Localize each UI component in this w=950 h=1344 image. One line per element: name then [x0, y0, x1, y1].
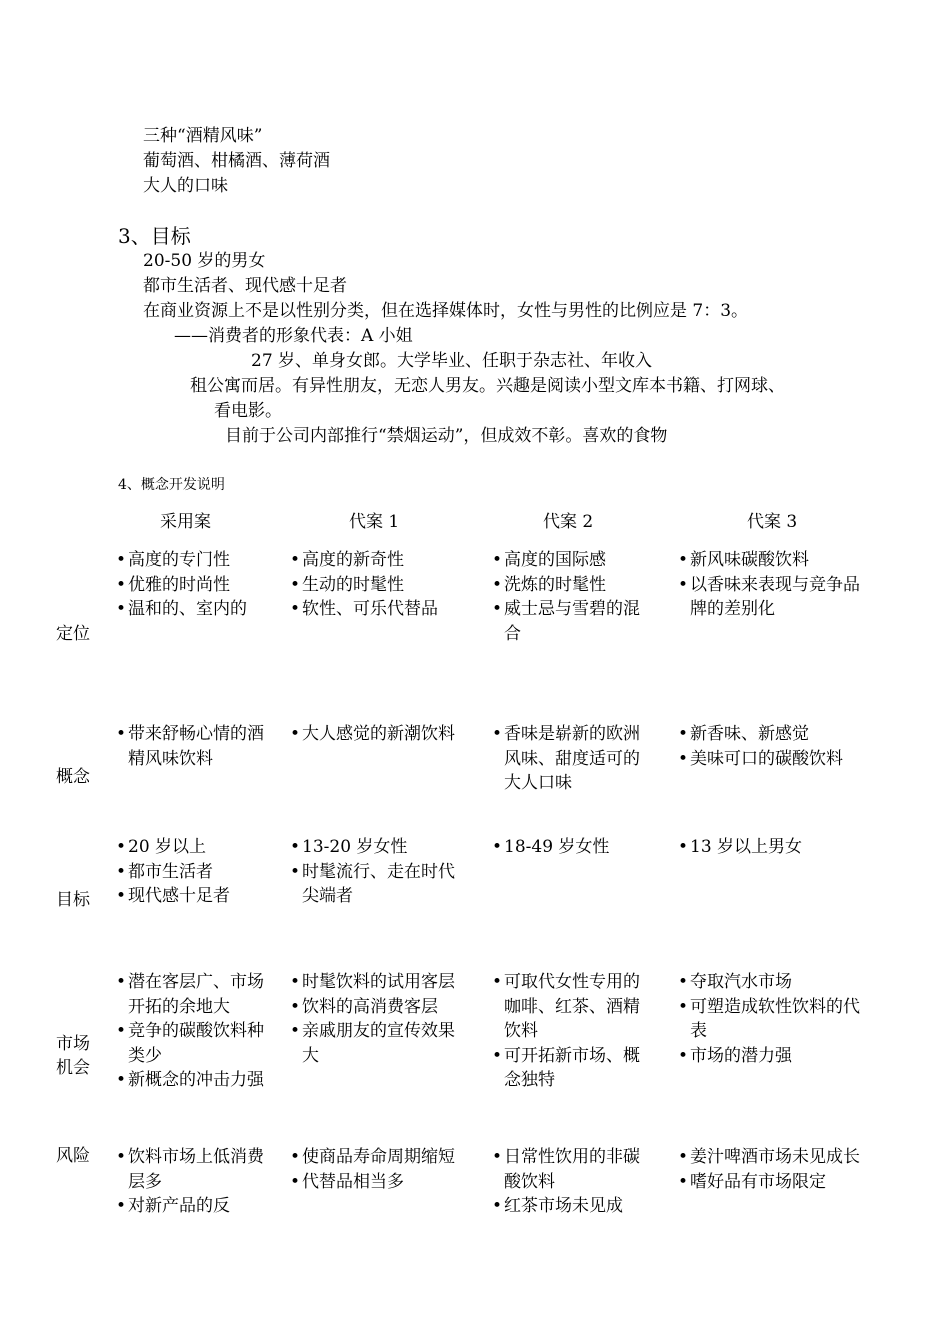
table-cell-market-1 — [288, 970, 464, 1068]
bullet-icon: • — [677, 574, 689, 595]
list-item — [676, 747, 860, 772]
list-item — [114, 722, 270, 771]
table-cell-market-0 — [114, 970, 270, 1093]
list-item-text: 日常性饮用的非碳酸饮料 — [504, 1147, 640, 1192]
section3-line: 都市生活者、现代感十足者 — [143, 276, 347, 296]
bullet-icon: • — [115, 574, 127, 595]
table-cell-concept-3 — [676, 722, 860, 771]
list-item — [114, 597, 270, 622]
bullet-icon: • — [491, 1147, 503, 1167]
list-item — [114, 548, 270, 573]
list-item-text: 可取代女性专用的咖啡、红茶、酒精饮料 — [504, 972, 640, 1041]
list-item-text: 温和的、室内的 — [128, 599, 247, 619]
bullet-icon: • — [289, 550, 301, 570]
list-item-text: 以香味来表现与竞争品牌的差别化 — [690, 574, 860, 619]
list-item-text: 生动的时髦性 — [302, 574, 404, 595]
list-item-text: 威士忌与雪碧的混合 — [504, 599, 640, 644]
section3-line: 看电影。 — [214, 401, 282, 421]
list-item — [114, 1145, 270, 1194]
list-item — [114, 835, 270, 860]
list-item-text: 亲戚朋友的宣传效果大 — [302, 1021, 455, 1066]
table-cell-position-1 — [288, 548, 464, 622]
list-item-text: 都市生活者 — [128, 861, 213, 882]
table-cell-position-0 — [114, 548, 270, 622]
table-cell-risk-2 — [490, 1145, 656, 1219]
list-item — [288, 860, 464, 909]
list-item-text: 红茶市场未见成 — [504, 1196, 623, 1216]
intro-line: 葡萄酒、柑橘酒、薄荷酒 — [143, 151, 330, 171]
bullet-icon: • — [491, 550, 503, 570]
table-cell-risk-3 — [676, 1145, 860, 1194]
list-item-text: 优雅的时尚性 — [128, 574, 230, 595]
list-item — [114, 1068, 270, 1093]
table-cell-risk-1 — [288, 1145, 464, 1194]
column-header-alt3: 代案 3 — [747, 512, 798, 532]
list-item — [676, 548, 860, 573]
list-item — [676, 835, 860, 860]
list-item — [114, 573, 270, 598]
list-item-text: 软性、可乐代替品 — [302, 599, 438, 619]
column-header-adopted: 采用案 — [160, 512, 211, 532]
bullet-icon: • — [115, 861, 127, 882]
list-item — [288, 970, 464, 995]
bullet-icon: • — [115, 1070, 127, 1090]
list-item-text: 嗜好品有市场限定 — [690, 1171, 826, 1192]
list-item-text: 带来舒畅心情的酒精风味饮料 — [128, 724, 264, 769]
table-cell-target-0 — [114, 835, 270, 909]
list-item — [490, 573, 656, 598]
bullet-icon: • — [677, 972, 689, 992]
bullet-icon: • — [289, 574, 301, 595]
bullet-icon: • — [115, 724, 127, 744]
bullet-icon: • — [491, 837, 503, 857]
bullet-icon: • — [289, 1021, 301, 1041]
table-cell-concept-0 — [114, 722, 270, 771]
column-header-alt2: 代案 2 — [543, 512, 594, 532]
bullet-icon: • — [289, 1147, 301, 1167]
intro-line: 大人的口味 — [143, 176, 228, 196]
list-item — [288, 1145, 464, 1170]
section3-line: 在商业资源上不是以性别分类，但在选择媒体时，女性与男性的比例应是 7：3。 — [143, 301, 749, 321]
list-item — [288, 995, 464, 1020]
list-item-text: 可开拓新市场、概念独特 — [504, 1045, 640, 1090]
list-item — [490, 1044, 656, 1093]
list-item-text: 潜在客层广、市场开拓的余地大 — [128, 972, 264, 1017]
table-cell-position-3 — [676, 548, 860, 622]
list-item-text: 新香味、新感觉 — [690, 724, 809, 744]
list-item-text: 13-20 岁女性 — [302, 837, 408, 857]
bullet-icon: • — [115, 1196, 127, 1216]
list-item — [490, 548, 656, 573]
bullet-icon: • — [677, 1171, 689, 1192]
row-label-market: 市场 — [56, 1034, 90, 1054]
list-item-text: 20 岁以上 — [128, 837, 207, 857]
bullet-icon: • — [115, 599, 127, 619]
bullet-icon: • — [289, 599, 301, 619]
list-item — [288, 835, 464, 860]
list-item-text: 现代感十足者 — [128, 886, 230, 906]
table-cell-concept-2 — [490, 722, 656, 796]
list-item — [114, 970, 270, 1019]
row-label-target: 目标 — [56, 890, 90, 910]
table-cell-position-2 — [490, 548, 656, 646]
bullet-icon: • — [115, 1147, 127, 1167]
list-item-text: 高度的国际感 — [504, 550, 606, 570]
row-label-concept: 概念 — [56, 767, 90, 787]
bullet-icon: • — [677, 748, 689, 769]
bullet-icon: • — [289, 996, 301, 1017]
list-item — [114, 1019, 270, 1068]
bullet-icon: • — [491, 972, 503, 992]
list-item-text: 姜汁啤酒市场未见成长 — [690, 1147, 860, 1167]
list-item — [490, 1145, 656, 1194]
list-item — [288, 1019, 464, 1068]
bullet-icon: • — [289, 861, 301, 882]
bullet-icon: • — [289, 837, 301, 857]
bullet-icon: • — [115, 972, 127, 992]
list-item-text: 竞争的碳酸饮料种类少 — [128, 1021, 264, 1066]
list-item-text: 13 岁以上男女 — [690, 837, 803, 857]
bullet-icon: • — [677, 550, 689, 570]
section3-heading: 3、目标 — [118, 224, 191, 248]
section3-line: 目前于公司内部推行“禁烟运动”，但成效不彰。喜欢的食物 — [225, 426, 668, 446]
list-item-text: 代替品相当多 — [302, 1171, 404, 1192]
list-item-text: 市场的潜力强 — [690, 1045, 792, 1066]
list-item — [114, 1194, 270, 1219]
bullet-icon: • — [491, 574, 503, 595]
list-item-text: 饮料的高消费客层 — [302, 996, 438, 1017]
list-item-text: 18-49 岁女性 — [504, 837, 610, 857]
bullet-icon: • — [115, 886, 127, 906]
section3-line: 租公寓而居。有异性朋友，无恋人男友。兴趣是阅读小型文库本书籍、打网球、 — [190, 376, 785, 396]
list-item — [490, 597, 656, 646]
list-item — [114, 860, 270, 885]
list-item — [676, 970, 860, 995]
section3-line: 20-50 岁的男女 — [143, 251, 266, 271]
section3-line: ——消费者的形象代表：A 小姐 — [174, 326, 413, 346]
list-item — [288, 548, 464, 573]
list-item-text: 美味可口的碳酸饮料 — [690, 748, 843, 769]
table-cell-market-2 — [490, 970, 656, 1093]
bullet-icon: • — [491, 724, 503, 744]
table-cell-market-3 — [676, 970, 860, 1068]
list-item — [490, 722, 656, 796]
bullet-icon: • — [115, 837, 127, 857]
list-item-text: 饮料市场上低消费层多 — [128, 1147, 264, 1192]
bullet-icon: • — [491, 1196, 503, 1216]
list-item-text: 洗炼的时髦性 — [504, 574, 606, 595]
list-item-text: 使商品寿命周期缩短 — [302, 1147, 455, 1167]
bullet-icon: • — [289, 724, 301, 744]
bullet-icon: • — [677, 996, 689, 1017]
list-item — [490, 835, 656, 860]
list-item — [288, 597, 464, 622]
list-item-text: 对新产品的反 — [128, 1196, 230, 1216]
list-item — [288, 1170, 464, 1195]
list-item — [676, 722, 860, 747]
table-cell-concept-1 — [288, 722, 464, 747]
list-item — [676, 1145, 860, 1170]
list-item-text: 香味是崭新的欧洲风味、甜度适可的大人口味 — [504, 724, 640, 793]
bullet-icon: • — [677, 837, 689, 857]
list-item-text: 大人感觉的新潮饮料 — [302, 724, 455, 744]
bullet-icon: • — [491, 599, 503, 619]
column-header-alt1: 代案 1 — [349, 512, 400, 532]
bullet-icon: • — [677, 1045, 689, 1066]
list-item — [490, 970, 656, 1044]
list-item — [676, 1170, 860, 1195]
list-item — [676, 995, 860, 1044]
bullet-icon: • — [289, 1171, 301, 1192]
intro-line: 三种“酒精风味” — [143, 126, 263, 146]
row-label-risk: 风险 — [56, 1146, 90, 1166]
table-cell-risk-0 — [114, 1145, 270, 1219]
table-cell-target-1 — [288, 835, 464, 909]
list-item — [114, 884, 270, 909]
list-item — [288, 722, 464, 747]
list-item-text: 可塑造成软性饮料的代表 — [690, 996, 860, 1041]
section3-line: 27 岁、单身女郎。大学毕业、任职于杂志社、年收入 — [251, 351, 653, 371]
list-item-text: 时髦饮料的试用客层 — [302, 972, 455, 992]
bullet-icon: • — [115, 1021, 127, 1041]
bullet-icon: • — [115, 550, 127, 570]
bullet-icon: • — [677, 1147, 689, 1167]
bullet-icon: • — [289, 972, 301, 992]
list-item-text: 新概念的冲击力强 — [128, 1070, 264, 1090]
table-cell-target-3 — [676, 835, 860, 860]
bullet-icon: • — [677, 724, 689, 744]
list-item-text: 高度的专门性 — [128, 550, 230, 570]
list-item — [676, 573, 860, 622]
list-item — [490, 1194, 656, 1219]
row-label-opportunity: 机会 — [56, 1058, 90, 1078]
list-item-text: 时髦流行、走在时代尖端者 — [302, 861, 455, 906]
list-item — [288, 573, 464, 598]
list-item-text: 夺取汽水市场 — [690, 972, 792, 992]
list-item-text: 高度的新奇性 — [302, 550, 404, 570]
section4-heading: 4、概念开发说明 — [118, 477, 225, 493]
list-item-text: 新风味碳酸饮料 — [690, 550, 809, 570]
row-label-position: 定位 — [56, 624, 90, 644]
bullet-icon: • — [491, 1045, 503, 1066]
list-item — [676, 1044, 860, 1069]
table-cell-target-2 — [490, 835, 656, 860]
